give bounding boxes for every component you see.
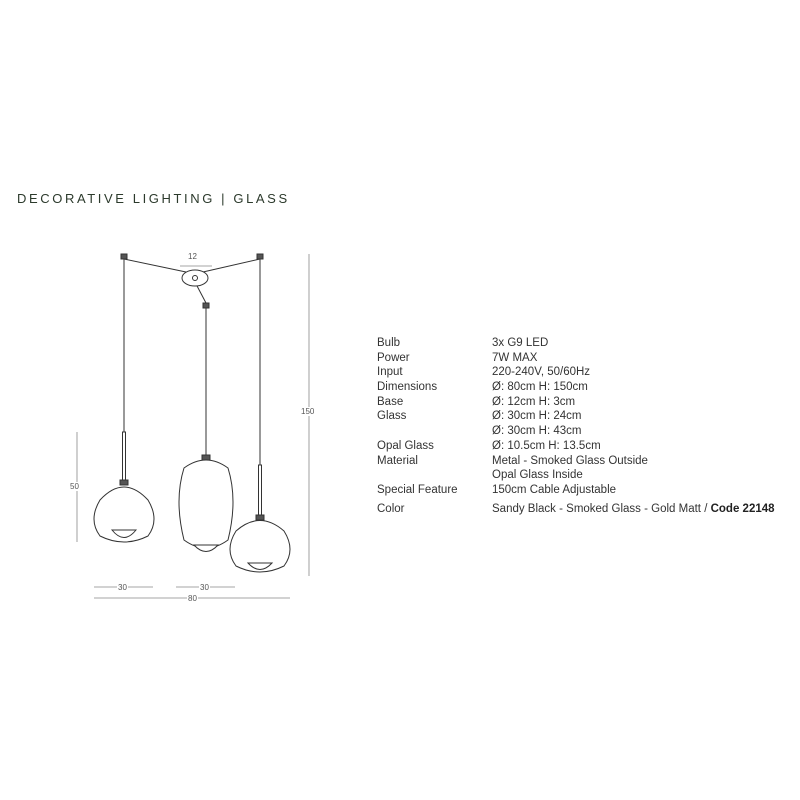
spec-label: Bulb: [377, 337, 401, 349]
spec-value: [492, 499, 775, 519]
left-pendant-rod: [123, 432, 126, 482]
middle-pendant-shade: [179, 460, 233, 548]
total-width-dimension: 80: [188, 594, 197, 603]
right-ceiling-mount: [257, 254, 263, 259]
spec-value: Ø: 30cm H: 24cm: [492, 410, 582, 423]
left-suspension-cable: [124, 259, 186, 272]
spec-value: Ø: 30cm H: 43cm: [492, 425, 582, 438]
color-value: Sandy Black - Smoked Glass - Gold Matt /: [492, 502, 708, 515]
spec-value: 150cm Cable Adjustable: [492, 483, 617, 496]
spec-label: Glass: [377, 410, 407, 423]
spec-label: Material: [377, 454, 418, 467]
spec-value: Ø: 10.5cm H: 13.5cm: [492, 439, 601, 452]
right-shade-width-dimension: 30: [200, 583, 209, 592]
spec-label: Special Feature: [377, 483, 458, 496]
right-pendant-rod: [259, 465, 262, 517]
shade-height-dimension: 50: [70, 482, 79, 491]
total-height-dimension: 150: [301, 407, 315, 416]
left-pendant-cap: [120, 480, 128, 485]
spec-value: 3x G9 LED: [492, 337, 549, 349]
left-ceiling-mount: [121, 254, 127, 259]
spec-label: Color: [377, 502, 405, 515]
spec-value: Ø: 80cm H: 150cm: [492, 381, 588, 394]
page-title: DECORATIVE LIGHTING | GLASS: [17, 191, 290, 206]
product-code-label: Code: [710, 502, 740, 515]
canopy: [182, 270, 208, 286]
spec-value: Ø: 12cm H: 3cm: [492, 395, 576, 408]
spec-value: 7W MAX: [492, 351, 538, 364]
spec-value: Opal Glass Inside: [492, 469, 583, 482]
base-dimension: 12: [188, 252, 197, 261]
spec-label: Opal Glass: [377, 439, 434, 452]
left-shade-width-dimension: 30: [118, 583, 127, 592]
product-code: 22148: [742, 502, 775, 515]
spec-label: Dimensions: [377, 381, 438, 394]
spec-value: 220-240V, 50/60Hz: [492, 366, 591, 379]
right-suspension-cable: [203, 259, 260, 272]
spec-label: Base: [377, 395, 404, 408]
middle-ceiling-mount: [203, 303, 209, 308]
spec-value: Metal - Smoked Glass Outside: [492, 454, 648, 467]
spec-label: Power: [377, 351, 410, 364]
middle-suspension-cable: [196, 284, 206, 303]
right-pendant-cap: [256, 515, 264, 520]
spec-label: Input: [377, 366, 403, 379]
middle-pendant-opal: [194, 545, 218, 552]
